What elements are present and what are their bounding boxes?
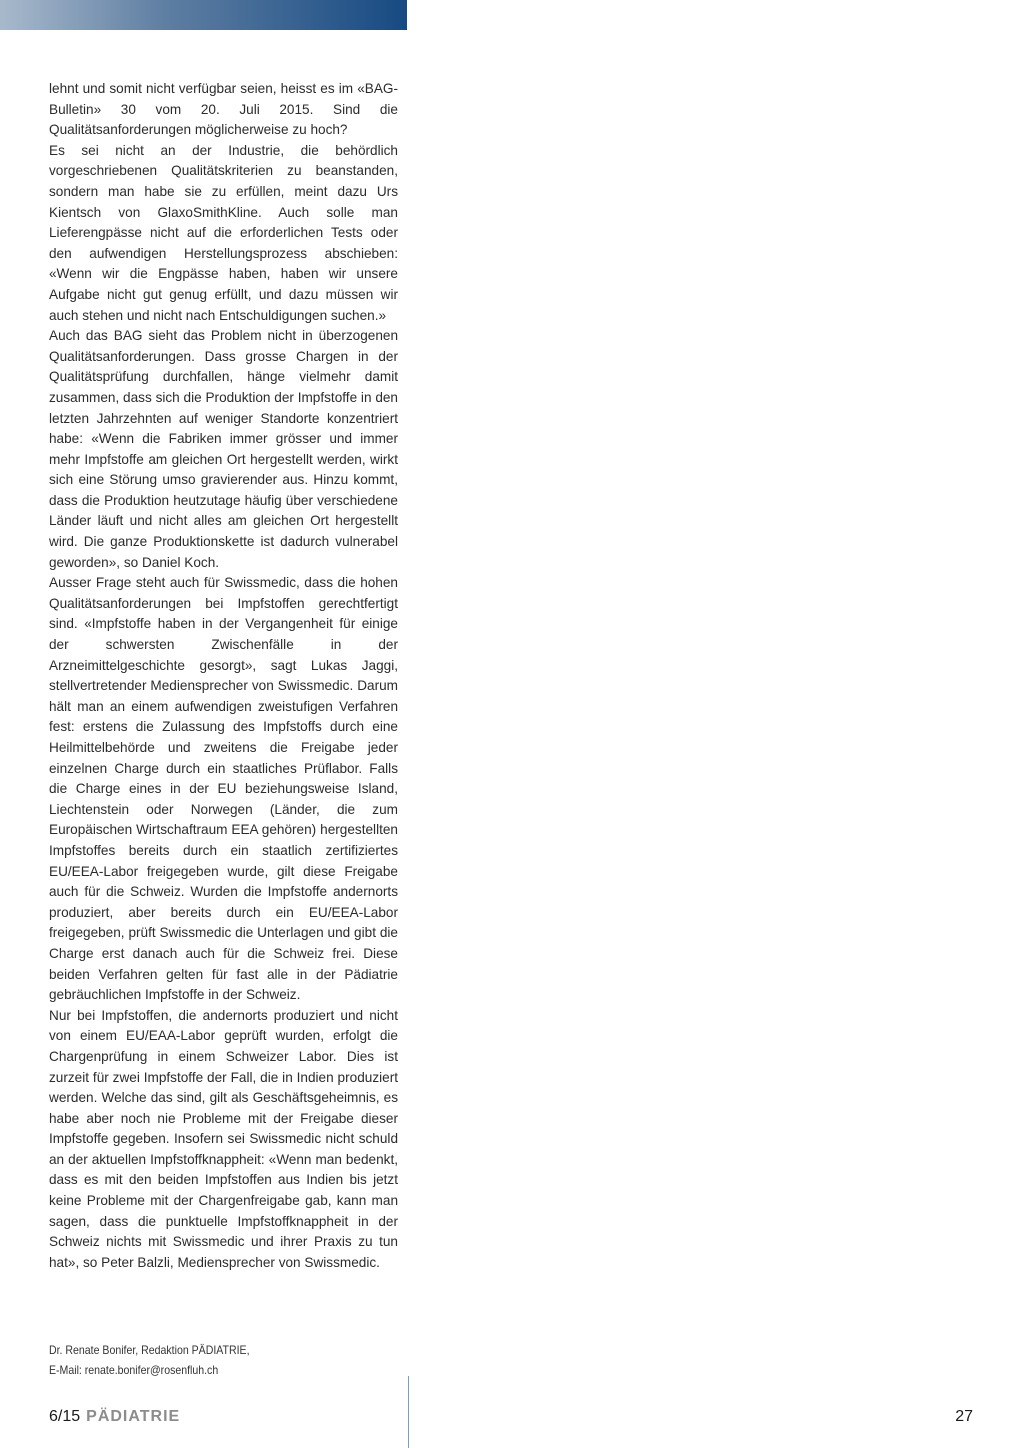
footer-divider xyxy=(408,1376,409,1448)
article-paragraph: Es sei nicht an der Industrie, die behördlich vorgeschriebenen Qualitätskriterien zu beanstanden, sondern man habe sie zu erfüllen, meint dazu Urs Kientsch von GlaxoSmithKline. Auch solle man Lieferengpässe nicht auf die erforderlichen Tests oder den aufwendigen Herstellungsprozess abschieben: «Wenn wir die Engpässe haben, haben wir unsere Aufgabe nicht gut genug erfüllt, und dazu müssen wir auch stehen und nicht nach Entschuldigungen suchen.» xyxy=(49,142,398,323)
article-paragraph: lehnt und somit nicht verfügbar seien, heisst es im «BAG-Bulletin» 30 vom 20. Juli 2015. Sind die Qualitätsanforderungen möglicherweise zu hoch? xyxy=(49,81,398,138)
article-column xyxy=(49,79,398,1273)
journal-name: PÄDIATRIE xyxy=(86,1408,181,1425)
article-paragraph: Nur bei Impfstoffen, die andernorts produziert und nicht von einem EU/EAA-Labor geprüft wurden, erfolgt die Chargenprüfung in einem Schweizer Labor. Dies ist zurzeit für zwei Impfstoffe der Fall, die in Indien produziert werden. Welche das sind, gilt als Geschäftsgeheimnis, es habe aber noch nie Probleme mit der Freigabe dieser Impfstoffe gegeben. Insofern sei Swissmedic nicht schuld an der aktuellen Impfstoffknappheit: «Wenn man bedenkt, dass es mit den beiden Impfstoffen aus Indien bis jetzt keine Probleme mit der Chargenfreigabe gab, kann man sagen, dass die punktuelle Impfstoffknappheit in der Schweiz nichts mit Swissmedic und ihrer Praxis zu tun hat», so Peter Balzli, Mediensprecher von Swissmedic. xyxy=(49,1007,398,1270)
article-paragraph: Auch das BAG sieht das Problem nicht in überzogenen Qualitätsanforderungen. Dass grosse Chargen in der Qualitätsprüfung durchfallen, hänge vielmehr damit zusammen, dass sich die Produktion der Impfstoffe in den letzten Jahrzehnten auf weniger Standorte konzentriert habe: «Wenn die Fabriken immer grösser und immer mehr Impfstoffe am gleichen Ort hergestellt werden, wirkt sich eine Störung umso gravierender aus. Hinzu kommt, dass die Produktion heutzutage häufig über verschiedene Länder läuft und nicht alles am gleichen Ort hergestellt wird. Die ganze Produktionskette ist dadurch vulnerabel geworden», so Daniel Koch. xyxy=(49,328,398,570)
issue-number: 6/15 xyxy=(49,1408,81,1425)
author-block xyxy=(49,1340,409,1380)
author-name: Dr. Renate Bonifer, Redaktion PÄDIATRIE, xyxy=(49,1343,250,1357)
footer-issue-block xyxy=(49,1406,180,1428)
header-color-bar xyxy=(0,0,407,30)
author-email: E-Mail: renate.bonifer@rosenfluh.ch xyxy=(49,1363,219,1377)
page-number: 27 xyxy=(955,1408,973,1425)
article-paragraph: Ausser Frage steht auch für Swissmedic, dass die hohen Qualitätsanforderungen bei Impfstoffen gerechtfertigt sind. «Impfstoffe haben in der Vergangenheit für einige der schwersten Zwischenfälle in der Arzneimittelgeschichte gesorgt», sagt Lukas Jaggi, stellvertretender Mediensprecher von Swissmedic. Darum hält man an einem aufwendigen zweistufigen Verfahren fest: erstens die Zulassung des Impfstoffs durch eine Heilmittelbehörde und zweitens die Freigabe jeder einzelnen Charge durch ein staatliches Prüflabor. Falls die Charge eines in der EU beziehungsweise Island, Liechtenstein oder Norwegen (Länder, die zum Europäischen Wirtschaftraum EEA gehören) hergestellten Impfstoffes bereits durch ein staatlich zertifiziertes EU/EEA-Labor freigegeben wurde, gilt diese Freigabe auch für die Schweiz. Wurden die Impfstoffe andernorts produziert, aber bereits durch ein EU/EEA-Labor freigegeben, prüft Swissmedic die Unterlagen und gibt die Charge erst danach auch für die Schweiz frei. Diese beiden Verfahren gelten für fast alle in der Pädiatrie gebräuchlichen Impfstoffe in der Schweiz. xyxy=(49,575,398,1003)
